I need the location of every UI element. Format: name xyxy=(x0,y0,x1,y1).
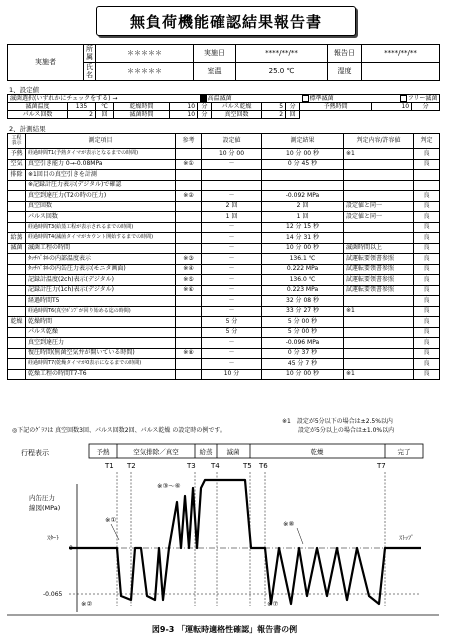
cell-set xyxy=(202,170,262,181)
cell-ref xyxy=(176,317,202,328)
cell-res: 33 分 27 秒 xyxy=(262,306,344,317)
cell-crit: 設定値と同一 xyxy=(344,212,414,223)
cell-step xyxy=(8,201,26,212)
date-value: ****/**/** xyxy=(236,45,328,63)
cell-item: 経過時間T7(乾燥タイマが0表示になるまでの時間) xyxy=(26,359,176,370)
cell-set: － xyxy=(202,275,262,286)
cell-item: 真空到達圧力(T2の時の圧力) xyxy=(26,191,176,202)
y-label: 線図(MPa) xyxy=(29,504,61,512)
cell-res xyxy=(262,170,344,181)
checkbox-checked-icon[interactable] xyxy=(200,95,207,102)
setting-value: 2 xyxy=(68,111,96,119)
cell-item: 経過時間T1(予熱タイマが表示となるまでの時間) xyxy=(26,149,176,160)
cell-res: 0 分 37 秒 xyxy=(262,348,344,359)
setting-value: 135 xyxy=(68,103,96,111)
cell-res: 10 分 00 秒 xyxy=(262,243,344,254)
cell-set: － xyxy=(202,359,262,370)
mode-option-high[interactable]: 高温滅菌 xyxy=(198,95,300,103)
cell-set xyxy=(202,180,262,191)
cell-set: － xyxy=(202,233,262,244)
results-table xyxy=(7,133,440,380)
cell-ref: ※⑥ xyxy=(176,285,202,296)
note-2: ◎下記のｸﾞﾗﾌは 真空回数3回、パルス回数2回、パルス乾燥 の設定時の例です。 xyxy=(12,427,226,434)
mode-option-free[interactable]: フリー滅菌 xyxy=(398,95,440,103)
cell-judge: 良 xyxy=(414,306,440,317)
setting-value: 2 xyxy=(262,111,286,119)
cell-set: － xyxy=(202,338,262,349)
cell-res: 5 分 00 秒 xyxy=(262,317,344,328)
table-row xyxy=(8,159,440,170)
cell-res: 5 分 00 秒 xyxy=(262,327,344,338)
phase-label: 乾燥 xyxy=(310,448,324,456)
phase-label: 空気排除／真空 xyxy=(133,448,179,456)
cell-set: － xyxy=(202,159,262,170)
cell-crit: ※1 xyxy=(344,306,414,317)
cell-crit xyxy=(344,348,414,359)
cell-item: 復圧時間(無菌空気弁が開いている時間) xyxy=(26,348,176,359)
cell-judge: 良 xyxy=(414,275,440,286)
cell-set: － xyxy=(202,222,262,233)
phase-label: 滅菌 xyxy=(226,448,240,456)
note-1: ※1 設定が5分以下の場合は±2.5%以内 xyxy=(282,418,393,425)
cell-ref xyxy=(176,369,202,380)
cell-item: ※1回目の真空引きを計測 xyxy=(26,170,176,181)
page-title: 無負荷機能確認結果報告書 xyxy=(96,6,356,36)
cell-step xyxy=(8,275,26,286)
ref-label: ※⑦ xyxy=(267,600,279,608)
cell-res: 0.223 MPa xyxy=(262,285,344,296)
cell-step xyxy=(8,338,26,349)
cell-item: 記録計圧力(1ch)表示(デジタル) xyxy=(26,285,176,296)
mode-option-standard[interactable]: 標準滅菌 xyxy=(300,95,398,103)
table-row xyxy=(8,359,440,370)
cell-step xyxy=(8,264,26,275)
cell-res: 10 分 00 秒 xyxy=(262,149,344,160)
cell-step xyxy=(8,254,26,265)
cell-judge: 良 xyxy=(414,359,440,370)
affiliation-label: 所属 xyxy=(84,45,96,63)
cell-crit: 試運転要領書参照 xyxy=(344,264,414,275)
setting-label: 滅菌時間 xyxy=(114,111,170,119)
cell-judge: 良 xyxy=(414,285,440,296)
table-row xyxy=(8,201,440,212)
cell-set: － xyxy=(202,191,262,202)
table-row xyxy=(8,254,440,265)
humidity-label: 湿度 xyxy=(328,63,362,81)
setting-label: 乾燥時間 xyxy=(114,103,170,111)
setting-label: パルス回数 xyxy=(8,111,68,119)
setting-unit: 回 xyxy=(286,111,300,119)
cell-step: 乾燥 xyxy=(8,317,26,328)
cell-judge: 良 xyxy=(414,264,440,275)
table-row xyxy=(8,191,440,202)
cell-step xyxy=(8,212,26,223)
humidity-value xyxy=(362,63,440,81)
col-header: 工程表示 xyxy=(8,134,26,149)
cell-ref xyxy=(176,170,202,181)
ref-label: ※⑧ xyxy=(283,520,295,528)
ref-label: ※② xyxy=(81,600,93,608)
cell-judge: 良 xyxy=(414,233,440,244)
cell-step xyxy=(8,369,26,380)
setting-unit: 分 xyxy=(412,103,440,111)
cell-crit: 滅菌時間以上 xyxy=(344,243,414,254)
pressure-diagram xyxy=(7,436,439,622)
cell-ref xyxy=(176,243,202,254)
cell-ref xyxy=(176,222,202,233)
cell-res: 14 分 31 秒 xyxy=(262,233,344,244)
table-row xyxy=(8,212,440,223)
cell-ref xyxy=(176,338,202,349)
cell-res: 45 分 7 秒 xyxy=(262,359,344,370)
report-date-label: 報告日 xyxy=(328,45,362,63)
cell-item: 乾燥時間 xyxy=(26,317,176,328)
cell-judge: 良 xyxy=(414,327,440,338)
cell-crit xyxy=(344,222,414,233)
report-date-value: ****/**/** xyxy=(362,45,440,63)
date-label: 実施日 xyxy=(194,45,236,63)
cell-crit xyxy=(344,317,414,328)
y-tick-neg: -0.065 xyxy=(43,591,63,598)
setting-value: 10 xyxy=(372,103,412,111)
cell-item: ﾀｯﾁﾊﾟﾈﾙの内缶圧力表示(モニタ画面) xyxy=(26,264,176,275)
cell-crit: 試運転要領書参照 xyxy=(344,285,414,296)
table-row xyxy=(8,264,440,275)
cell-item: 滅菌工程の時間 xyxy=(26,243,176,254)
cell-judge xyxy=(414,170,440,181)
cell-item: 経過時間T3(給蒸工程が表示されるまでの時間) xyxy=(26,222,176,233)
cell-judge: 良 xyxy=(414,201,440,212)
cell-set: － xyxy=(202,348,262,359)
cell-item: 記録計温度(2ch)表示(デジタル) xyxy=(26,275,176,286)
cell-res: 136.1 ℃ xyxy=(262,254,344,265)
table-row xyxy=(8,180,440,191)
setting-label: パルス乾燥 xyxy=(212,103,262,111)
cell-crit: ※1 xyxy=(344,149,414,160)
cell-crit: ※1 xyxy=(344,369,414,380)
cell-step xyxy=(8,348,26,359)
cell-judge: 良 xyxy=(414,243,440,254)
table-row xyxy=(8,348,440,359)
cell-crit xyxy=(344,359,414,370)
cell-item: パルス回数 xyxy=(26,212,176,223)
results-heading: 2、計測結果 xyxy=(9,125,46,133)
table-row xyxy=(8,233,440,244)
pressure-curve xyxy=(69,480,421,604)
table-row xyxy=(8,285,440,296)
cell-step: 滅菌 xyxy=(8,243,26,254)
cell-ref xyxy=(176,306,202,317)
cell-step xyxy=(8,285,26,296)
cell-ref: ※⑧ xyxy=(176,348,202,359)
phase-label: 予熱 xyxy=(96,448,110,456)
affiliation-value: ＊＊＊＊＊ xyxy=(96,45,194,63)
cell-item: 経過時間T4(滅菌タイマがカウント開始するまでの時間) xyxy=(26,233,176,244)
cell-ref: ※③ xyxy=(176,254,202,265)
time-mark: T2 xyxy=(127,462,136,470)
cell-crit xyxy=(344,180,414,191)
figure-caption: 図9-3 「運転時適格性確認」報告書の例 xyxy=(151,625,298,634)
cell-set: 10 分 00 xyxy=(202,149,262,160)
time-mark: T4 xyxy=(211,462,220,470)
ref-label: ※③～⑥ xyxy=(157,482,181,490)
cell-item: 真空到達圧力 xyxy=(26,338,176,349)
cell-step xyxy=(8,327,26,338)
cell-res: -0.096 MPa xyxy=(262,338,344,349)
setting-unit: 分 xyxy=(198,111,212,119)
cell-ref xyxy=(176,327,202,338)
cell-set: － xyxy=(202,306,262,317)
cell-judge: 良 xyxy=(414,369,440,380)
start-label: ｽﾀｰﾄ xyxy=(47,535,60,542)
cell-set: － xyxy=(202,296,262,307)
col-header: 設定値 xyxy=(202,134,262,149)
mode-select-label: 滅菌選択(いずれかにチェックをする) → xyxy=(8,95,198,103)
cell-crit: 試運転要領書参照 xyxy=(344,254,414,265)
cell-judge xyxy=(414,180,440,191)
cell-item: ※記録計圧力表示(デジタル)で確認 xyxy=(26,180,176,191)
cell-res: 0 分 45 秒 xyxy=(262,159,344,170)
cell-judge: 良 xyxy=(414,149,440,160)
cell-step xyxy=(8,306,26,317)
cell-step: 給蒸 xyxy=(8,233,26,244)
cell-step xyxy=(8,222,26,233)
cell-step xyxy=(8,180,26,191)
table-row xyxy=(8,327,440,338)
cell-crit: 設定値と同一 xyxy=(344,201,414,212)
cell-set: － xyxy=(202,243,262,254)
ref-label: ※① xyxy=(105,516,117,524)
cell-ref xyxy=(176,201,202,212)
cell-ref xyxy=(176,212,202,223)
checkbox-icon[interactable] xyxy=(302,95,309,102)
cell-res: 32 分 08 秒 xyxy=(262,296,344,307)
setting-unit: 分 xyxy=(198,103,212,111)
cell-step: 排除 xyxy=(8,170,26,181)
cell-judge: 良 xyxy=(414,317,440,328)
setting-unit: ℃ xyxy=(96,103,114,111)
cell-judge: 良 xyxy=(414,159,440,170)
cell-set: 5 分 xyxy=(202,327,262,338)
cell-judge: 良 xyxy=(414,296,440,307)
cell-res: 2 回 xyxy=(262,201,344,212)
setting-label: 真空回数 xyxy=(212,111,262,119)
cell-crit xyxy=(344,191,414,202)
phase-label: 完了 xyxy=(397,448,411,456)
cell-judge: 良 xyxy=(414,348,440,359)
settings-heading: 1、設定値 xyxy=(9,86,40,94)
cell-judge: 良 xyxy=(414,222,440,233)
cell-ref xyxy=(176,149,202,160)
table-row xyxy=(8,149,440,160)
cell-step xyxy=(8,359,26,370)
cell-res: 1 回 xyxy=(262,212,344,223)
time-mark: T7 xyxy=(377,462,386,470)
setting-unit: 回 xyxy=(96,111,114,119)
cell-step: 空気 xyxy=(8,159,26,170)
cell-step xyxy=(8,296,26,307)
cell-set: 5 分 xyxy=(202,317,262,328)
cell-ref: ※④ xyxy=(176,264,202,275)
name-label: 氏名 xyxy=(84,63,96,81)
table-row xyxy=(8,296,440,307)
cell-crit xyxy=(344,327,414,338)
table-row xyxy=(8,306,440,317)
cell-item: 乾燥工程の時間T7-T6 xyxy=(26,369,176,380)
table-row xyxy=(8,170,440,181)
time-mark: T6 xyxy=(259,462,268,470)
setting-label: 予熱時間 xyxy=(300,103,372,111)
cell-ref: ※⑤ xyxy=(176,275,202,286)
cell-res: 136.0 ℃ xyxy=(262,275,344,286)
cell-item: 真空回数 xyxy=(26,201,176,212)
cell-set: 1 回 xyxy=(202,212,262,223)
process-label: 行程表示 xyxy=(21,449,49,457)
phase-bar xyxy=(89,444,423,458)
setting-unit: 分 xyxy=(286,103,300,111)
name-value: ＊＊＊＊＊ xyxy=(96,63,194,81)
col-header: 判定内容/許容値 xyxy=(344,134,414,149)
cell-res: 12 分 15 秒 xyxy=(262,222,344,233)
cell-judge: 良 xyxy=(414,191,440,202)
checkbox-icon[interactable] xyxy=(400,95,407,102)
col-header: 測定結果 xyxy=(262,134,344,149)
table-row xyxy=(8,317,440,328)
cell-ref xyxy=(176,296,202,307)
cell-crit xyxy=(344,338,414,349)
cell-item: 真空引き能力 0→-0.08MPa xyxy=(26,159,176,170)
cell-item: 経過時間T6(真空ﾎﾟﾝﾌﾟが回り始める迄の時間) xyxy=(26,306,176,317)
header-table xyxy=(7,44,440,81)
cell-res: 10 分 00 秒 xyxy=(262,369,344,380)
cell-item: 経過時間T5 xyxy=(26,296,176,307)
cell-step xyxy=(8,191,26,202)
note-3: 設定が5分以上の場合は±1.0%以内 xyxy=(298,427,395,434)
cell-set: － xyxy=(202,264,262,275)
time-mark: T5 xyxy=(243,462,252,470)
cell-step: 予熱 xyxy=(8,149,26,160)
cell-judge: 良 xyxy=(414,254,440,265)
setting-label: 滅菌温度 xyxy=(8,103,68,111)
setting-value: 5 xyxy=(262,103,286,111)
implementer-label: 実施者 xyxy=(8,45,84,81)
cell-item: パルス乾燥 xyxy=(26,327,176,338)
cell-crit xyxy=(344,159,414,170)
cell-ref xyxy=(176,359,202,370)
col-header: 測定項目 xyxy=(26,134,176,149)
room-temp-value: 25.0 ℃ xyxy=(236,63,328,81)
cell-res: 0.222 MPa xyxy=(262,264,344,275)
setting-value: 10 xyxy=(170,111,198,119)
cell-ref xyxy=(176,180,202,191)
settings-table xyxy=(7,94,440,119)
cell-set: － xyxy=(202,285,262,296)
cell-res xyxy=(262,180,344,191)
time-mark: T1 xyxy=(105,462,114,470)
cell-ref xyxy=(176,233,202,244)
cell-judge: 良 xyxy=(414,338,440,349)
setting-value: 10 xyxy=(170,103,198,111)
stop-label: ｽﾄｯﾌﾟ xyxy=(399,535,415,542)
cell-set: 2 回 xyxy=(202,201,262,212)
time-mark: T3 xyxy=(187,462,196,470)
cell-set: 10 分 xyxy=(202,369,262,380)
cell-judge: 良 xyxy=(414,212,440,223)
cell-res: -0.092 MPa xyxy=(262,191,344,202)
cell-ref: ※① xyxy=(176,159,202,170)
cell-crit xyxy=(344,170,414,181)
table-row xyxy=(8,275,440,286)
col-header: 判定 xyxy=(414,134,440,149)
y-tick-zero: 0 xyxy=(69,545,73,552)
cell-set: － xyxy=(202,254,262,265)
cell-crit: 試運転要領書参照 xyxy=(344,275,414,286)
col-header: 参考 xyxy=(176,134,202,149)
cell-crit xyxy=(344,233,414,244)
table-row xyxy=(8,243,440,254)
cell-crit xyxy=(344,296,414,307)
cell-item: ﾀｯﾁﾊﾟﾈﾙの内部温度表示 xyxy=(26,254,176,265)
table-row xyxy=(8,369,440,380)
table-row xyxy=(8,222,440,233)
room-temp-label: 室温 xyxy=(194,63,236,81)
table-row xyxy=(8,338,440,349)
y-label: 内缶圧力 xyxy=(29,494,55,502)
phase-label: 給蒸 xyxy=(199,448,213,456)
cell-ref: ※② xyxy=(176,191,202,202)
